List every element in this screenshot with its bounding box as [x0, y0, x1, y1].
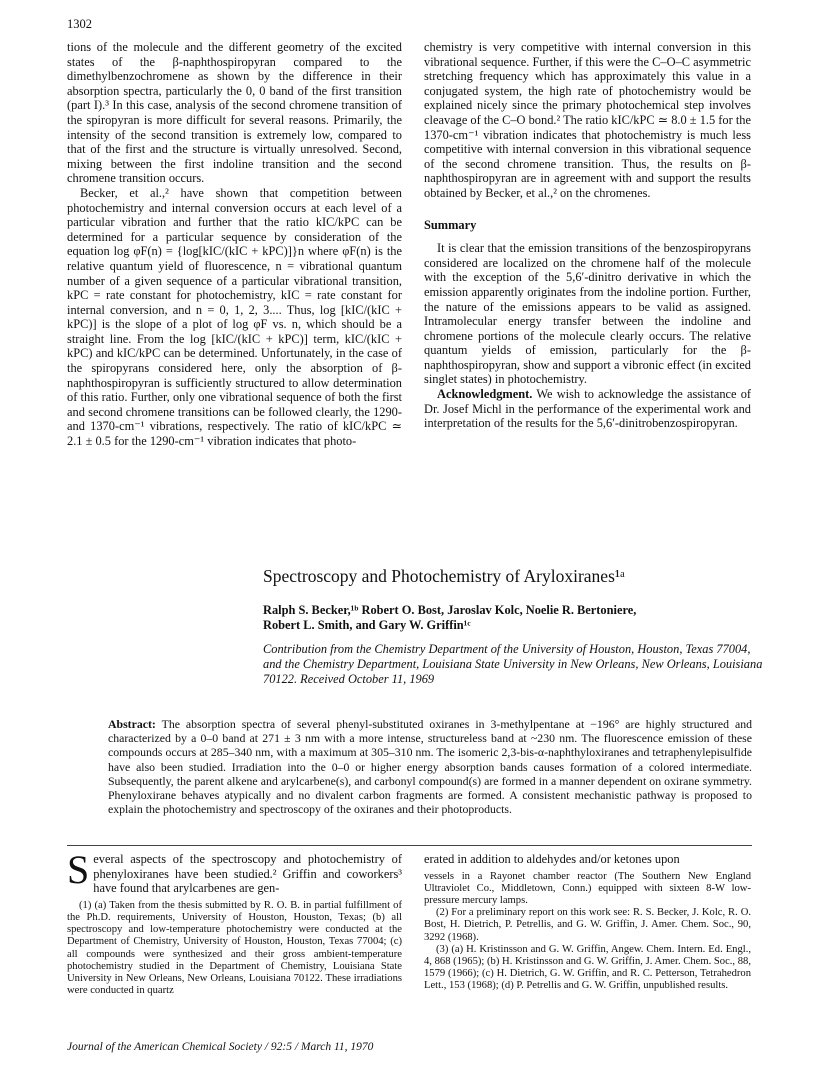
intro-text: everal aspects of the spectroscopy and photochemistry of phenyloxiranes have been studied.² Griffin and coworkers³ have found that arylcarbenes are gen- [93, 852, 402, 896]
summary-paragraph: It is clear that the emission transitions of the benzospiropyrans considered are localized on the chromene half of the molecule with the exception of the 5,6′-dinitro derivative in which the emission apparently originates from the indoline portion. Further, the nature of the emissions appears to be valid as assigned. Intramolecular energy transfer between the indoline and chromene portions of the molecule clearly occurs. The relative quantum yields of emission, particularly for the β-naphthospiropyran, show and support a vibronic effect (in excited singlet states) in photochemistry. [424, 241, 751, 387]
footnote-3: (3) (a) H. Kristinsson and G. W. Griffin, Angew. Chem. Intern. Ed. Engl., 4, 868 (1965); (b) H. Kristinsson and G. W. Griffin, J. Amer. Chem. Soc., 88, 1579 (1966); (c) H. Dietrich, G. W. Griffin, and R. C. Petterson, Tetrahedron Lett., 153 (1968); (d) P. Petrellis and G. W. Griffin, unpublished results. [424, 943, 751, 992]
acknowledgment-paragraph [424, 387, 751, 431]
abstract-text: The absorption spectra of several phenyl-substituted oxiranes in 3-methylpentane at −196° are highly structured and characterized by a 0–0 band at 271 ± 3 nm with a more intense, structureless band at ~230 nm. The fluorescence emission of these compounds occurs at 285–340 nm, with a maximum at 305–310 nm. The isomeric 2,3-bis-α-naphthyloxiranes and tetraphenylepisulfide have also been studied. Irradiation into the 0–0 or higher energy absorption bands causes formation of a colored intermediate. Subsequently, the parent alkene and arylcarbene(s), and carbonyl compound(s) are formed in a manner dependent on oxirane symmetry. Phenyloxirane behaves atypically and no divalent carbon fragments are formed. A consistent mechanistic pathway is proposed to explain the photochemistry and spectroscopy of the oxiranes and their photoproducts. [108, 717, 752, 817]
footnotes-right [424, 871, 751, 993]
footnote-2: (2) For a preliminary report on this work see: R. S. Becker, J. Kolc, R. O. Bost, H. Dietrich, P. Petrellis, and G. W. Griffin, J. Amer. Chem. Soc., 90, 3292 (1968). [424, 907, 751, 943]
journal-footer: Journal of the American Chemical Society / 92:5 / March 11, 1970 [67, 1041, 374, 1053]
left-column [67, 40, 402, 449]
drop-cap: S [67, 847, 90, 892]
page-number: 1302 [67, 17, 92, 31]
section-divider [67, 845, 752, 846]
right-paragraph-1: chemistry is very competitive with internal conversion in this vibrational sequence. Further, if this were the C–O–C asymmetric stretching frequency which has approximately this value in a conjugated system, the high rate of photochemistry would be explained nicely since the primary photochemical step involves cleavage of the C–O bond.² The ratio kIC/kPC ≃ 8.0 ± 1.5 for the 1370-cm⁻¹ vibration indicates that photochemistry is much less competitive with internal conversion in this vibrational sequence of the second chromene transition. Thus, the results on β-naphthospiropyran are in agreement with and support the results obtained by Becker, et al.,² on the chromenes. [424, 40, 751, 200]
intro-paragraph [67, 847, 402, 896]
footnotes-left [67, 900, 402, 998]
abstract [108, 717, 752, 816]
footnote-1-continued: vessels in a Rayonet chamber reactor (The Southern New England Ultraviolet Co., Middletown, Conn.) equipped with sixteen 8-W low-pressure mercury lamps. [424, 870, 751, 906]
summary-heading: Summary [424, 217, 477, 232]
footnote-1: (1) (a) Taken from the thesis submitted by R. O. B. in partial fulfillment of the Ph.D. requirements, University of Houston, Houston, Texas; (b) all spectroscopy and low-temperature photochemistry were conducted at the Department of Chemistry, University of Houston, Houston, Texas 77004; (c) all compounds were synthesized and their gross ambient-temperature photochemistry studied in the Department of Chemistry, Louisiana State University in New Orleans, New Orleans, Louisiana 70122. These irradiations were conducted in quartz [67, 899, 402, 997]
authors-line-2: Robert L. Smith, and Gary W. Griffin¹ᶜ [263, 618, 471, 632]
left-paragraph-1: tions of the molecule and the different geometry of the excited states of the β-naphthospiropyran compared to the dimethylbenzochromene as shown by the difference in their absorption spectra, particularly the 0, 0 band of the first transition (part I).³ In this case, analysis of the second chromene transition of the spiropyran is more difficult for several reasons. Primarily, the intensity of the second transition is extremely low, compared to that of the first and the structure is virtually unresolved. Second, mixing between the first indoline transition and the second chromene transition occurs. [67, 40, 402, 186]
authors-line-1: Ralph S. Becker,¹ᵇ Robert O. Bost, Jaroslav Kolc, Noelie R. Bertoniere, [263, 603, 637, 617]
acknowledgment-label: Acknowledgment. [437, 387, 533, 402]
affiliation: Contribution from the Chemistry Department of the University of Houston, Houston, Texas 77004, and the Chemistry Department, Louisiana State University in New Orleans, New Orleans, Louisiana 70122. Received October 11, 1969 [263, 642, 763, 686]
intro-continuation: erated in addition to aldehydes and/or ketones upon [424, 852, 680, 866]
acknowledgment-text: We wish to acknowledge the assistance of Dr. Josef Michl in the performance of the experimental work and interpretation of the results for the 5,6′-dinitrobenzospiropyran. [424, 387, 752, 431]
abstract-label: Abstract: [108, 717, 156, 731]
left-paragraph-2: Becker, et al.,² have shown that competition between photochemistry and internal conversion occurs at each level of a particular vibration and further that the ratio kIC/kPC can be determined for a particular sequence by consideration of the equation log φF(n) = {log[kIC/(kIC + kPC)]}n where φF(n) is the relative quantum yield of fluorescence, n = vibrational quantum number of a given sequence of a particular vibrational transition, kPC = rate constant for photochemistry, kIC = rate constant for internal conversion, and n = 0, 1, 2, 3.... Thus, log [kIC/(kIC + kPC)] is the slope of a plot of log φF vs. n, which should be a straight line. From the log [kIC/(kIC + kPC)] term, kIC/(kIC + kPC) and kIC/kPC can be determined. Unfortunately, in the case of the spiropyrans considered here, only the absorption of β-naphthospiropyran is sufficiently structured to allow determination of this ratio. Further, only one vibrational sequence of both the first and second chromene transitions can be followed clearly, the 1290- and 1370-cm⁻¹ vibrations, respectively. The ratio of kIC/kPC ≃ 2.1 ± 0.5 for the 1290-cm⁻¹ vibration indicates that photo- [67, 185, 402, 449]
intro-left-column [67, 847, 402, 997]
author-list [263, 603, 763, 633]
intro-right-column [424, 852, 751, 993]
article-title: Spectroscopy and Photochemistry of Aryloxiranes¹ᵃ [263, 566, 625, 586]
right-column [424, 40, 751, 431]
